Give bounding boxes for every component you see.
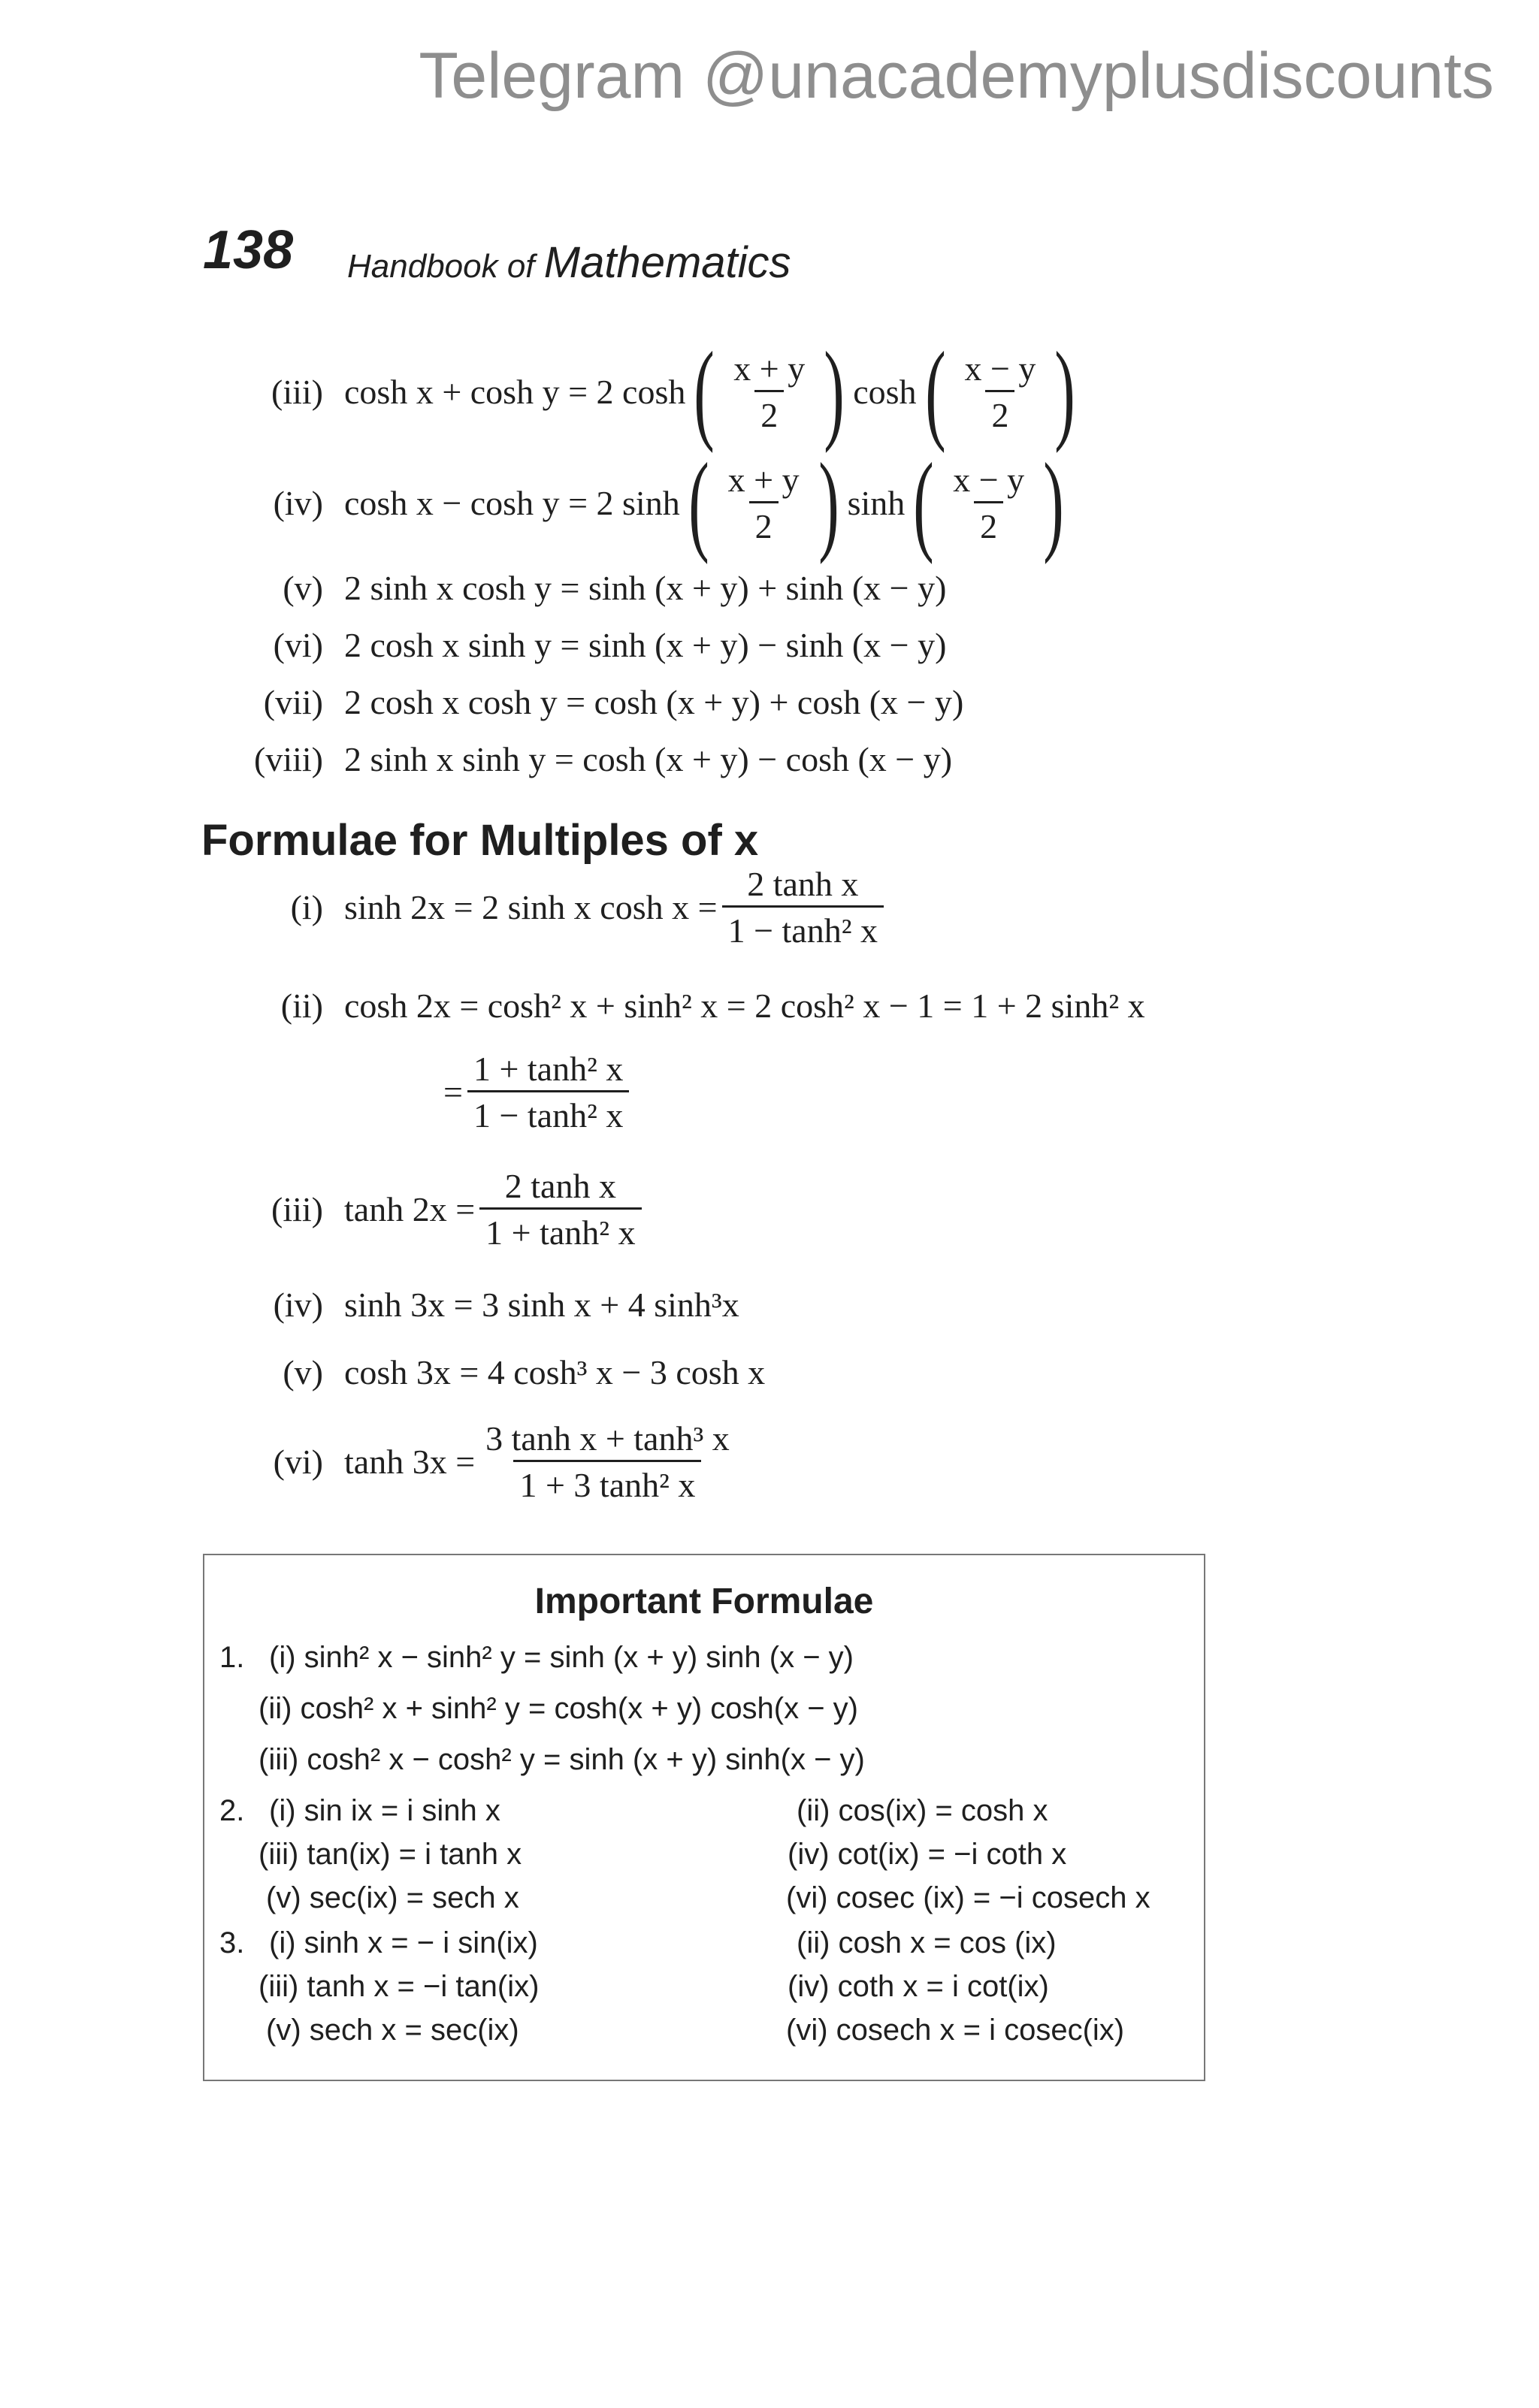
fraction: $\frac{\text{2 tanh x}}{\text{1 − tanh² x}}$	[722, 864, 884, 950]
fraction: $\frac{\text{2 tanh x}}{\text{1 + tanh² x}}$	[479, 1166, 641, 1252]
box-formula: (ii) cosh² x + sinh² y = cosh(x + y) cosh(x − y)	[259, 1692, 858, 1725]
box-formula: (iv) coth x = i cot(ix)	[788, 1970, 1049, 2003]
item-label: (viii)	[254, 740, 323, 778]
paren-group: ( $\frac{x + y}{2}$ )	[694, 329, 845, 454]
formula-text: cosh 3x = 4 cosh³ x − 3 cosh x	[344, 1353, 766, 1391]
multiple-v	[225, 1352, 765, 1392]
multiple-ii	[225, 986, 1145, 1026]
identity-text: 2 cosh x cosh y = cosh (x + y) + cosh (x − y)	[344, 683, 964, 721]
identity-iii	[225, 329, 1084, 454]
box-title: Important Formulae	[534, 1582, 874, 1621]
formula-lhs: sinh 2x = 2 sinh x cosh x =	[344, 888, 718, 926]
box-formula: (iii) cosh² x − cosh² y = sinh (x + y) sinh(x − y)	[259, 1743, 865, 1776]
identity-vii	[225, 682, 963, 722]
item-label: (vi)	[273, 626, 323, 664]
item-label: (v)	[283, 1353, 323, 1391]
important-formulae-box	[203, 1554, 1205, 2081]
multiple-iii	[225, 1166, 646, 1252]
fraction: $\frac{x - y}{2}$	[953, 460, 1025, 545]
item-label: (iii)	[271, 372, 323, 411]
box-formula: (iii) tanh x = −i tan(ix)	[259, 1970, 540, 2003]
box-formula: (iii) tan(ix) = i tanh x	[259, 1838, 522, 1871]
fraction: $\frac{x + y}{2}$	[727, 460, 800, 545]
box-formula: (iv) cot(ix) = −i coth x	[788, 1838, 1067, 1871]
identity-text: 2 sinh x cosh y = sinh (x + y) + sinh (x − y)	[344, 569, 947, 607]
section-title: Formulae for Multiples of x	[201, 816, 759, 865]
item-label: (iii)	[271, 1190, 323, 1228]
identity-text: 2 cosh x sinh y = sinh (x + y) − sinh (x − y)	[344, 626, 947, 664]
item-label: (vii)	[263, 683, 323, 721]
group-number: 3.	[219, 1926, 245, 1959]
running-head	[347, 237, 791, 288]
formula-text: cosh 2x = cosh² x + sinh² x = 2 cosh² x − 1 = 1 + 2 sinh² x	[344, 986, 1145, 1025]
identity-text: 2 sinh x sinh y = cosh (x + y) − cosh (x − y)	[344, 740, 953, 778]
box-formula: (vi) cosec (ix) = −i cosech x	[786, 1881, 1150, 1914]
multiple-iv	[225, 1285, 739, 1325]
fraction: $\frac{x + y}{2}$	[733, 349, 806, 434]
identity-lhs: cosh x − cosh y = 2 sinh	[344, 483, 680, 522]
equals-sign: =	[443, 1073, 463, 1111]
fraction: $\frac{\text{1 + tanh² x}}{\text{1 − tanh² x}}$	[467, 1049, 629, 1135]
page-number: 138	[203, 220, 294, 280]
item-label: (ii)	[280, 986, 323, 1025]
formula-lhs: tanh 3x =	[344, 1443, 476, 1481]
formula-lhs: tanh 2x =	[344, 1190, 476, 1228]
identity-lhs: cosh x + cosh y = 2 cosh	[344, 372, 686, 411]
box-formula: (v) sec(ix) = sech x	[266, 1881, 519, 1914]
box-formula: (vi) cosech x = i cosec(ix)	[786, 2014, 1125, 2047]
identity-mid: sinh	[847, 483, 906, 522]
item-label: (vi)	[273, 1443, 323, 1481]
paren-group: ( $\frac{x + y}{2}$ )	[688, 440, 839, 565]
group-number: 2.	[219, 1794, 245, 1827]
paren-group: ( $\frac{x - y}{2}$ )	[924, 329, 1076, 454]
item-label: (i)	[290, 888, 323, 926]
multiple-ii-cont	[443, 1049, 633, 1135]
running-head-part2: Mathematics	[543, 238, 791, 287]
identity-v	[225, 568, 946, 608]
identity-iv	[225, 440, 1072, 565]
watermark: Telegram @unacademyplusdiscounts	[419, 40, 1494, 112]
identity-viii	[225, 739, 952, 779]
item-label: (v)	[283, 569, 323, 607]
box-formula: (i) sinh² x − sinh² y = sinh (x + y) sinh (x − y)	[269, 1641, 854, 1674]
box-formula: (i) sinh x = − i sin(ix)	[269, 1926, 538, 1959]
running-head-part1: Handbook of	[347, 248, 544, 285]
item-label: (iv)	[273, 1286, 323, 1324]
box-formula: (ii) cos(ix) = cosh x	[797, 1794, 1048, 1827]
fraction: $\frac{x - y}{2}$	[964, 349, 1036, 434]
fraction: $\frac{\text{3 tanh x + tanh³ x}}{\text{1 + 3 tanh² x}}$	[485, 1419, 730, 1504]
box-formula: (v) sech x = sec(ix)	[266, 2014, 519, 2047]
identity-mid: cosh	[853, 372, 917, 411]
paren-group: ( $\frac{x - y}{2}$ )	[913, 440, 1064, 565]
box-formula: (i) sin ix = i sinh x	[269, 1794, 500, 1827]
item-label: (iv)	[273, 483, 323, 522]
group-number: 1.	[219, 1641, 245, 1674]
multiple-i	[225, 864, 888, 950]
formula-text: sinh 3x = 3 sinh x + 4 sinh³x	[344, 1286, 739, 1324]
box-formula: (ii) cosh x = cos (ix)	[797, 1926, 1057, 1959]
identity-vi	[225, 625, 946, 665]
multiple-vi	[225, 1419, 740, 1505]
